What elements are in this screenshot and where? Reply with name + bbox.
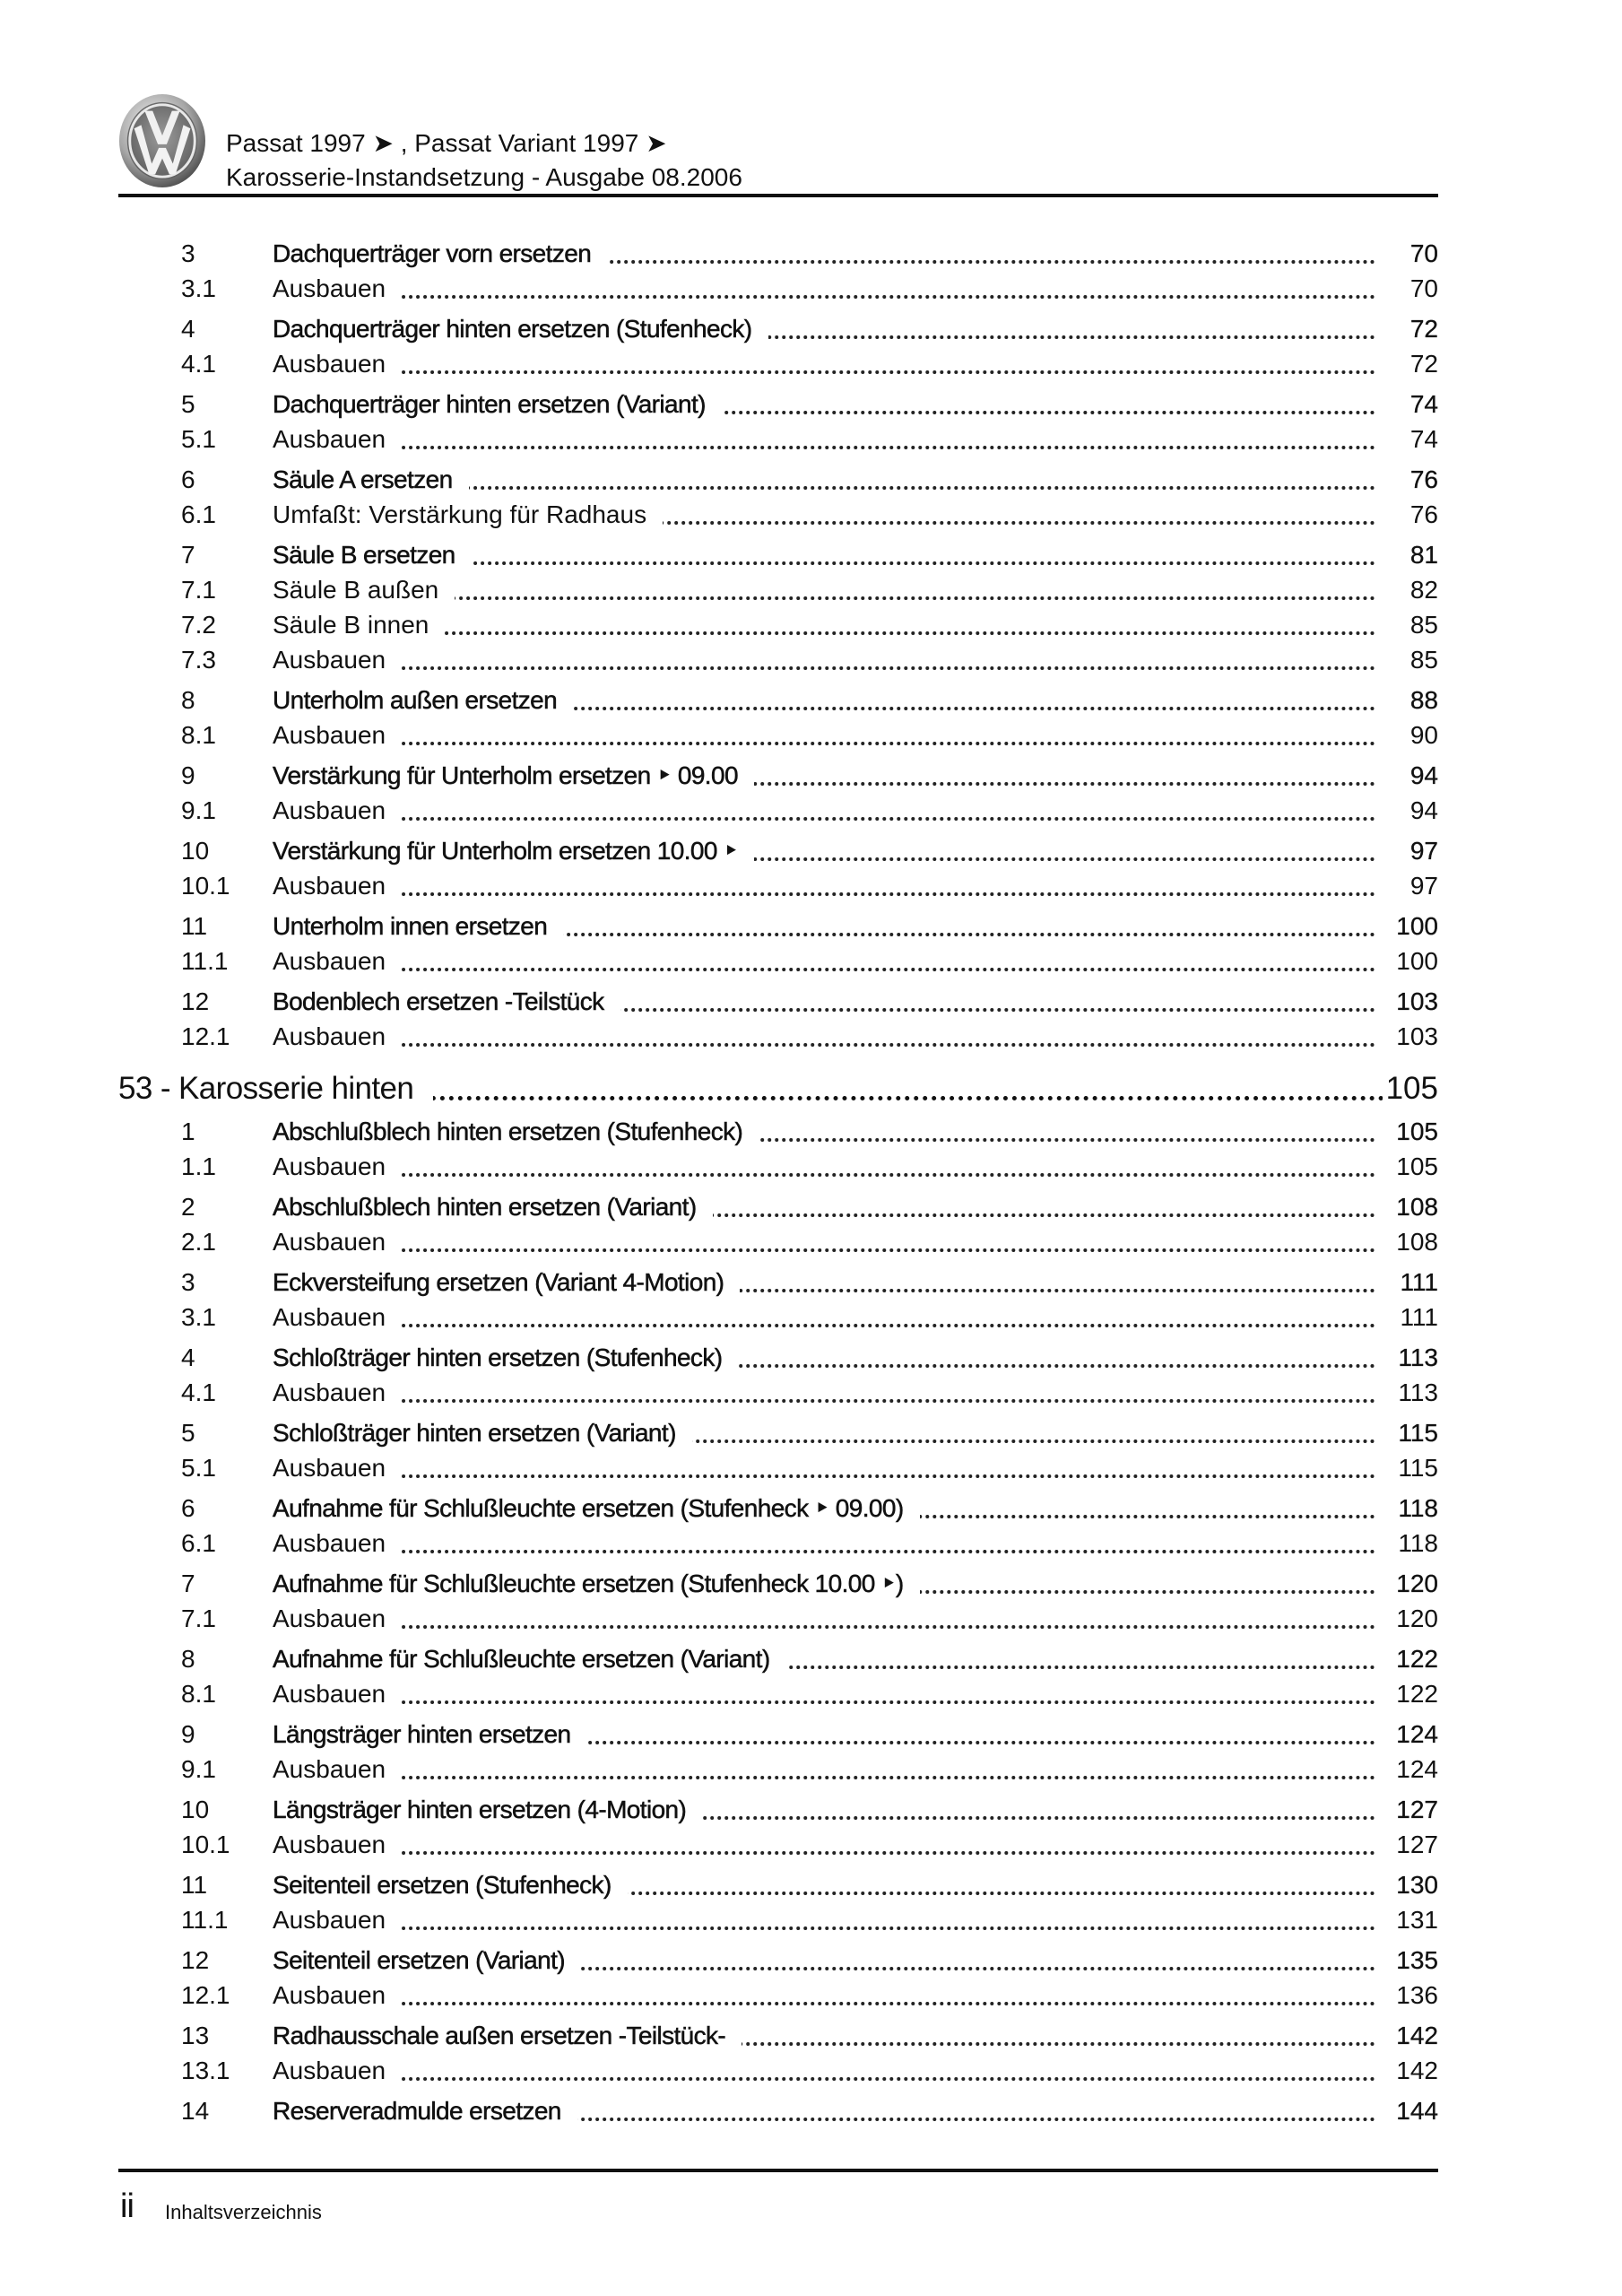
entry-title[interactable]: Dachquerträger hinten ersetzen (Stufenheck): [273, 314, 768, 344]
toc-entry[interactable]: [118, 540, 1438, 570]
section-title[interactable]: 53 - Karosserie hinten: [118, 1070, 433, 1108]
entry-title[interactable]: Ausbauen: [273, 1378, 402, 1408]
entry-number: 10: [181, 837, 210, 865]
entry-number: 7.2: [181, 611, 216, 639]
entry-title[interactable]: Ausbauen: [273, 1980, 402, 2011]
dot-leader: [273, 1776, 1375, 1779]
section-heading[interactable]: [118, 1070, 1438, 1108]
entry-number: 7: [181, 1570, 195, 1597]
toc-entry[interactable]: [118, 911, 1438, 942]
dot-leader: [273, 1248, 1375, 1252]
toc-entry[interactable]: [118, 1795, 1438, 1825]
toc-entry[interactable]: [118, 1945, 1438, 1976]
entry-page[interactable]: 120: [1383, 1569, 1438, 1599]
entry-number: 14: [181, 2097, 210, 2125]
entry-page[interactable]: 127: [1383, 1795, 1438, 1825]
entry-number: 1.1: [181, 1152, 216, 1180]
entry-page[interactable]: 105: [1383, 1152, 1438, 1182]
entry-page[interactable]: 118: [1385, 1493, 1438, 1524]
toc-entry[interactable]: [118, 314, 1438, 344]
dot-leader: [273, 742, 1375, 745]
entry-number: 12: [181, 987, 210, 1015]
entry-number: 4: [181, 1344, 195, 1371]
toc-entry[interactable]: [118, 1719, 1438, 1750]
entry-title[interactable]: Ausbauen: [273, 1453, 402, 1483]
entry-title[interactable]: Unterholm außen ersetzen: [273, 685, 573, 716]
toc-entry[interactable]: [118, 1870, 1438, 1900]
entry-title[interactable]: Ausbauen: [273, 1754, 402, 1785]
toc-entry[interactable]: [118, 1569, 1438, 1599]
entry-page[interactable]: 90: [1398, 720, 1438, 751]
entry-title[interactable]: Ausbauen: [273, 424, 402, 455]
entry-title[interactable]: Dachquerträger vorn ersetzen: [273, 239, 607, 269]
entry-page[interactable]: 72: [1398, 314, 1438, 344]
entry-title[interactable]: Ausbauen: [273, 1528, 402, 1559]
entry-title[interactable]: Längsträger hinten ersetzen (4-Motion): [273, 1795, 702, 1825]
toc-entry[interactable]: [118, 761, 1438, 791]
toc-subentry[interactable]: [118, 720, 1438, 751]
entry-page[interactable]: 81: [1398, 540, 1438, 570]
toc-subentry[interactable]: [118, 500, 1438, 530]
entry-number: 4.1: [181, 350, 216, 378]
entry-page[interactable]: 74: [1398, 424, 1438, 455]
entry-number: 5.1: [181, 425, 216, 453]
dot-leader: [273, 1926, 1375, 1930]
entry-title[interactable]: Ausbauen: [273, 720, 402, 751]
entry-title[interactable]: Verstärkung für Unterholm ersetzen 10.00 ‣: [273, 836, 754, 866]
entry-title[interactable]: Bodenblech ersetzen -Teilstück: [273, 987, 620, 1017]
entry-title[interactable]: Schloßträger hinten ersetzen (Variant): [273, 1418, 692, 1448]
entry-title[interactable]: Dachquerträger hinten ersetzen (Variant): [273, 389, 722, 420]
toc-subentry[interactable]: [118, 1152, 1438, 1182]
dot-leader: [273, 295, 1375, 299]
toc-entry[interactable]: [118, 1418, 1438, 1448]
dot-leader: [273, 1173, 1375, 1177]
toc-subentry[interactable]: [118, 2056, 1438, 2086]
entry-title[interactable]: Ausbauen: [273, 1679, 402, 1709]
entry-page[interactable]: 131: [1383, 1905, 1438, 1935]
entry-page[interactable]: 142: [1383, 2056, 1438, 2086]
entry-page[interactable]: 111: [1387, 1302, 1438, 1333]
entry-title[interactable]: Aufnahme für Schlußleuchte ersetzen (Stufenheck 10.00 ‣): [273, 1569, 920, 1599]
footer-label: Inhaltsverzeichnis: [165, 2201, 322, 2223]
entry-number: 7.1: [181, 1605, 216, 1632]
entry-page[interactable]: 120: [1383, 1604, 1438, 1634]
entry-title[interactable]: Ausbauen: [273, 645, 402, 675]
entry-number: 12.1: [181, 1022, 230, 1050]
entry-page[interactable]: 142: [1383, 2021, 1438, 2051]
dot-leader: [273, 1625, 1375, 1629]
dot-leader: [273, 2002, 1375, 2005]
entry-page[interactable]: 74: [1398, 389, 1438, 420]
entry-page[interactable]: 97: [1398, 836, 1438, 866]
entry-number: 12: [181, 1946, 210, 1974]
entry-page[interactable]: 115: [1385, 1418, 1438, 1448]
entry-page[interactable]: 103: [1383, 987, 1438, 1017]
dot-leader: [273, 1399, 1375, 1403]
entry-page[interactable]: 94: [1398, 796, 1438, 826]
entry-title[interactable]: Seitenteil ersetzen (Stufenheck): [273, 1870, 628, 1900]
toc-subentry[interactable]: [118, 1453, 1438, 1483]
entry-number: 3: [181, 239, 195, 267]
vw-logo-icon: [118, 93, 206, 188]
entry-number: 7.3: [181, 646, 216, 674]
entry-title[interactable]: Säule B ersetzen: [273, 540, 472, 570]
toc-subentry[interactable]: [118, 1980, 1438, 2011]
entry-page[interactable]: 100: [1383, 946, 1438, 977]
toc-subentry[interactable]: [118, 349, 1438, 379]
entry-page[interactable]: 88: [1398, 685, 1438, 716]
entry-title[interactable]: Ausbauen: [273, 796, 402, 826]
entry-title[interactable]: Ausbauen: [273, 1604, 402, 1634]
entry-title[interactable]: Abschlußblech hinten ersetzen (Variant): [273, 1192, 713, 1222]
dot-leader: [273, 1550, 1375, 1553]
entry-number: 3: [181, 1268, 195, 1296]
toc-entry[interactable]: [118, 465, 1438, 495]
header-divider: [118, 194, 1438, 197]
toc-subentry[interactable]: [118, 274, 1438, 304]
entry-number: 6.1: [181, 1529, 216, 1557]
entry-title[interactable]: Ausbauen: [273, 1830, 402, 1860]
entry-number: 5: [181, 1419, 195, 1447]
toc-entry[interactable]: [118, 239, 1438, 269]
entry-page[interactable]: 105: [1383, 1117, 1438, 1147]
dot-leader: [273, 1324, 1375, 1327]
entry-page[interactable]: 122: [1383, 1679, 1438, 1709]
toc-subentry[interactable]: [118, 1679, 1438, 1709]
entry-title[interactable]: Unterholm innen ersetzen: [273, 911, 563, 942]
entry-page[interactable]: 85: [1398, 645, 1438, 675]
entry-title[interactable]: Reserveradmulde ersetzen: [273, 2096, 577, 2126]
entry-title[interactable]: Ausbauen: [273, 871, 402, 901]
entry-number: 5.1: [181, 1454, 216, 1482]
entry-title[interactable]: Seitenteil ersetzen (Variant): [273, 1945, 581, 1976]
toc-subentry[interactable]: [118, 575, 1438, 605]
entry-page[interactable]: 136: [1383, 1980, 1438, 2011]
toc-entry[interactable]: [118, 1192, 1438, 1222]
entry-number: 1: [181, 1118, 195, 1145]
entry-page[interactable]: 127: [1383, 1830, 1438, 1860]
entry-page[interactable]: 76: [1398, 500, 1438, 530]
entry-page[interactable]: 70: [1398, 239, 1438, 269]
footer-page-number: ii: [120, 2187, 134, 2225]
footer-divider: [118, 2169, 1438, 2172]
entry-title[interactable]: Ausbauen: [273, 1152, 402, 1182]
toc-subentry[interactable]: [118, 1830, 1438, 1860]
entry-page[interactable]: 118: [1385, 1528, 1438, 1559]
toc-subentry[interactable]: [118, 1604, 1438, 1634]
entry-page[interactable]: 113: [1385, 1343, 1438, 1373]
dot-leader: [273, 1043, 1375, 1047]
entry-number: 6: [181, 1494, 195, 1522]
entry-number: 8: [181, 1645, 195, 1673]
toc-entry[interactable]: [118, 987, 1438, 1017]
entry-page[interactable]: 115: [1385, 1453, 1438, 1483]
entry-page[interactable]: 100: [1383, 911, 1438, 942]
header-subtitle: Karosserie-Instandsetzung - Ausgabe 08.2006: [226, 163, 742, 191]
toc-entry[interactable]: [118, 836, 1438, 866]
entry-page[interactable]: 108: [1383, 1227, 1438, 1257]
toc-subentry[interactable]: [118, 610, 1438, 640]
dot-leader: [273, 446, 1375, 449]
toc-subentry[interactable]: [118, 946, 1438, 977]
entry-title[interactable]: Ausbauen: [273, 1022, 402, 1052]
entry-page[interactable]: 97: [1398, 871, 1438, 901]
entry-number: 4.1: [181, 1378, 216, 1406]
entry-page[interactable]: 103: [1383, 1022, 1438, 1052]
entry-number: 8.1: [181, 721, 216, 749]
header-title: Passat 1997 ➤ , Passat Variant 1997 ➤: [226, 129, 667, 157]
entry-page[interactable]: 70: [1398, 274, 1438, 304]
entry-number: 8: [181, 686, 195, 714]
entry-number: 10: [181, 1796, 210, 1823]
entry-number: 3.1: [181, 1303, 216, 1331]
toc-subentry[interactable]: [118, 871, 1438, 901]
entry-title[interactable]: Verstärkung für Unterholm ersetzen ‣ 09.00: [273, 761, 754, 791]
entry-number: 6.1: [181, 500, 216, 528]
entry-number: 6: [181, 465, 195, 493]
dot-leader: [273, 370, 1375, 374]
toc-subentry[interactable]: [118, 1528, 1438, 1559]
entry-title[interactable]: Aufnahme für Schlußleuchte ersetzen (Stufenheck ‣ 09.00): [273, 1493, 920, 1524]
toc-entry[interactable]: [118, 1493, 1438, 1524]
entry-number: 11: [181, 912, 208, 940]
entry-number: 5: [181, 390, 195, 418]
toc-entry[interactable]: [118, 1117, 1438, 1147]
dot-leader: [273, 817, 1375, 821]
toc-entry[interactable]: [118, 1267, 1438, 1298]
entry-number: 2: [181, 1193, 195, 1221]
entry-number: 11.1: [181, 1906, 229, 1934]
entry-page[interactable]: 82: [1398, 575, 1438, 605]
toc-entry[interactable]: [118, 1343, 1438, 1373]
entry-number: 2.1: [181, 1228, 216, 1256]
entry-title[interactable]: Radhausschale außen ersetzen -Teilstück-: [273, 2021, 742, 2051]
entry-number: 9.1: [181, 1755, 216, 1783]
toc-subentry[interactable]: [118, 1302, 1438, 1333]
entry-title[interactable]: Eckversteifung ersetzen (Variant 4-Motion): [273, 1267, 740, 1298]
entry-title[interactable]: Ausbauen: [273, 946, 402, 977]
entry-title[interactable]: Ausbauen: [273, 1227, 402, 1257]
entry-page[interactable]: 144: [1383, 2096, 1438, 2126]
dot-leader: [273, 2077, 1375, 2081]
entry-title[interactable]: Längsträger hinten ersetzen: [273, 1719, 586, 1750]
entry-number: 10.1: [181, 872, 230, 900]
entry-title[interactable]: Ausbauen: [273, 1905, 402, 1935]
toc-entry[interactable]: [118, 685, 1438, 716]
entry-title[interactable]: Ausbauen: [273, 1302, 402, 1333]
entry-page[interactable]: 124: [1383, 1719, 1438, 1750]
entry-title[interactable]: Ausbauen: [273, 349, 402, 379]
toc-subentry[interactable]: [118, 1378, 1438, 1408]
dot-leader: [273, 1474, 1375, 1478]
entry-number: 4: [181, 315, 195, 343]
toc-entry[interactable]: [118, 2021, 1438, 2051]
entry-page[interactable]: 113: [1385, 1378, 1438, 1408]
toc-subentry[interactable]: [118, 1227, 1438, 1257]
toc-entry[interactable]: [118, 1644, 1438, 1674]
entry-number: 7.1: [181, 576, 216, 604]
entry-title[interactable]: Ausbauen: [273, 274, 402, 304]
dot-leader: [273, 892, 1375, 896]
toc-entry[interactable]: [118, 389, 1438, 420]
entry-number: 13.1: [181, 2057, 230, 2084]
entry-number: 9.1: [181, 796, 216, 824]
toc-subentry[interactable]: [118, 1905, 1438, 1935]
entry-page[interactable]: 111: [1387, 1267, 1438, 1298]
entry-title[interactable]: Aufnahme für Schlußleuchte ersetzen (Variant): [273, 1644, 786, 1674]
section-page[interactable]: 105: [1383, 1070, 1438, 1108]
dot-leader: [273, 666, 1375, 670]
toc-entry[interactable]: [118, 2096, 1438, 2126]
entry-title[interactable]: Ausbauen: [273, 2056, 402, 2086]
toc-subentry[interactable]: [118, 645, 1438, 675]
entry-page[interactable]: 85: [1398, 610, 1438, 640]
entry-number: 12.1: [181, 1981, 230, 2009]
entry-title[interactable]: Abschlußblech hinten ersetzen (Stufenheck): [273, 1117, 759, 1147]
entry-page[interactable]: 94: [1398, 761, 1438, 791]
toc-subentry[interactable]: [118, 1754, 1438, 1785]
entry-page[interactable]: 130: [1383, 1870, 1438, 1900]
entry-page[interactable]: 135: [1383, 1945, 1438, 1976]
entry-number: 8.1: [181, 1680, 216, 1708]
entry-page[interactable]: 124: [1383, 1754, 1438, 1785]
toc-subentry[interactable]: [118, 1022, 1438, 1052]
entry-number: 9: [181, 1720, 195, 1748]
entry-page[interactable]: 108: [1383, 1192, 1438, 1222]
entry-number: 11: [181, 1871, 208, 1899]
entry-title[interactable]: Säule A ersetzen: [273, 465, 469, 495]
entry-number: 13: [181, 2022, 210, 2049]
entry-title[interactable]: Schloßträger hinten ersetzen (Stufenheck): [273, 1343, 738, 1373]
toc-subentry[interactable]: [118, 424, 1438, 455]
entry-number: 11.1: [181, 947, 229, 975]
entry-number: 10.1: [181, 1831, 230, 1858]
entry-page[interactable]: 72: [1398, 349, 1438, 379]
entry-title[interactable]: Säule B innen: [273, 610, 445, 640]
dot-leader: [273, 1851, 1375, 1855]
entry-title[interactable]: Umfaßt: Verstärkung für Radhaus: [273, 500, 663, 530]
dot-leader: [273, 968, 1375, 971]
dot-leader: [273, 1700, 1375, 1704]
toc-subentry[interactable]: [118, 796, 1438, 826]
entry-page[interactable]: 122: [1383, 1644, 1438, 1674]
entry-number: 3.1: [181, 274, 216, 302]
entry-number: 9: [181, 761, 195, 789]
entry-number: 7: [181, 541, 195, 569]
entry-title[interactable]: Säule B außen: [273, 575, 455, 605]
entry-page[interactable]: 76: [1398, 465, 1438, 495]
